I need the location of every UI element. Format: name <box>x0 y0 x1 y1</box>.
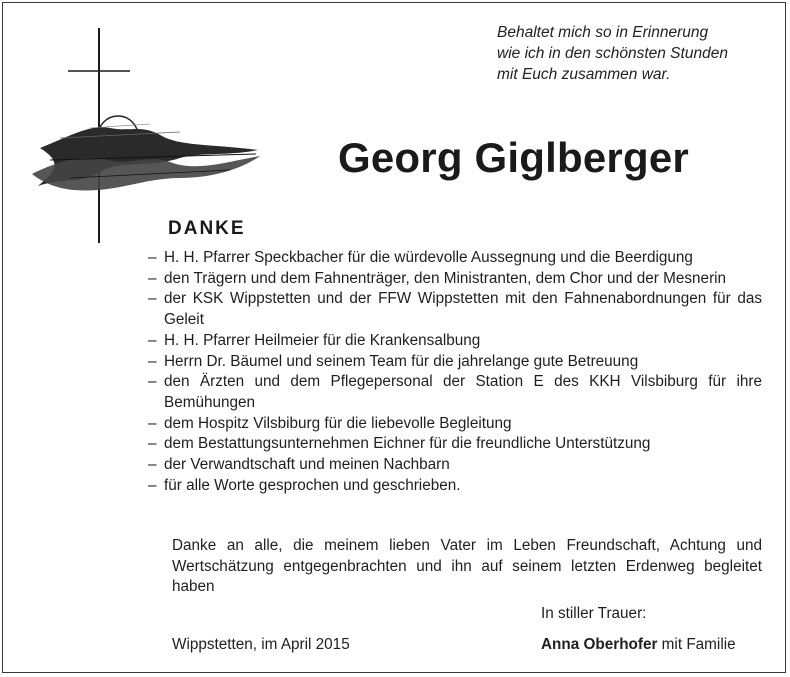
bullet-dash: – <box>148 269 157 287</box>
thanks-item-text: den Ärzten und dem Pflegepersonal der Station E des KKH Vilsbiburg für ihre Bemühungen <box>164 373 762 411</box>
thanks-item <box>148 289 762 330</box>
deceased-name: Georg Giglberger <box>338 134 689 181</box>
motto-line-3: mit Euch zusammen war. <box>497 66 671 83</box>
bullet-dash: – <box>148 373 157 391</box>
thanks-item-text: den Trägern und dem Fahnenträger, den Ministranten, dem Chor und der Mesnerin <box>164 269 727 287</box>
signer-suffix: mit Familie <box>657 636 736 653</box>
thanks-item <box>148 331 762 352</box>
thanks-item <box>148 248 762 269</box>
thanks-item-text: H. H. Pfarrer Speckbacher für die würdevolle Aussegnung und die Beerdigung <box>164 249 693 266</box>
thanks-list <box>148 248 762 496</box>
bullet-dash: – <box>148 352 157 370</box>
bullet-dash: – <box>148 456 157 474</box>
motto-quote <box>497 22 728 85</box>
thanks-item <box>148 455 762 476</box>
bullet-dash: – <box>148 290 157 308</box>
closing-paragraph: Danke an alle, die meinem lieben Vater im Leben Freundschaft, Achtung und Wertschätzung entgegenbrachten und ihn auf seinem letzten Erdenweg begleitet haben <box>172 537 762 596</box>
thanks-item <box>148 414 762 435</box>
thanks-item-text: Herrn Dr. Bäumel und seinem Team für die jahrelange gute Betreuung <box>164 352 639 370</box>
bullet-dash: – <box>148 476 157 494</box>
motto-line-2: wie ich in den schönsten Stunden <box>497 45 728 62</box>
signature <box>541 636 736 654</box>
thanks-item <box>148 434 762 455</box>
mourning-label: In stiller Trauer: <box>541 605 647 622</box>
thanks-heading: DANKE <box>168 218 246 239</box>
thanks-item-text: H. H. Pfarrer Heilmeier für die Krankensalbung <box>164 331 481 349</box>
sunset-landscape-icon <box>32 116 260 190</box>
bullet-dash: – <box>148 414 157 432</box>
bullet-dash: – <box>148 435 157 453</box>
thanks-item-text: dem Bestattungsunternehmen Eichner für die freundliche Unterstützung <box>164 435 651 453</box>
thanks-item-text: dem Hospitz Vilsbiburg für die liebevolle Begleitung <box>164 414 512 432</box>
bullet-dash: – <box>148 331 157 349</box>
thanks-item <box>148 372 762 413</box>
motto-line-1: Behaltet mich so in Erinnerung <box>497 24 709 41</box>
thanks-item-text: für alle Worte gesprochen und geschrieben. <box>164 476 461 494</box>
thanks-item <box>148 269 762 290</box>
thanks-item-text: der KSK Wippstetten und der FFW Wippstetten mit den Fahnenabordnungen für das Geleit <box>164 290 762 329</box>
place-and-date: Wippstetten, im April 2015 <box>172 636 350 653</box>
cross-and-sunset-emblem <box>30 28 270 248</box>
signer-name: Anna Oberhofer <box>541 636 658 653</box>
thanks-item <box>148 352 762 373</box>
bullet-dash: – <box>148 249 157 266</box>
thanks-item-text: der Verwandtschaft und meinen Nachbarn <box>164 456 450 474</box>
thanks-item <box>148 476 762 497</box>
